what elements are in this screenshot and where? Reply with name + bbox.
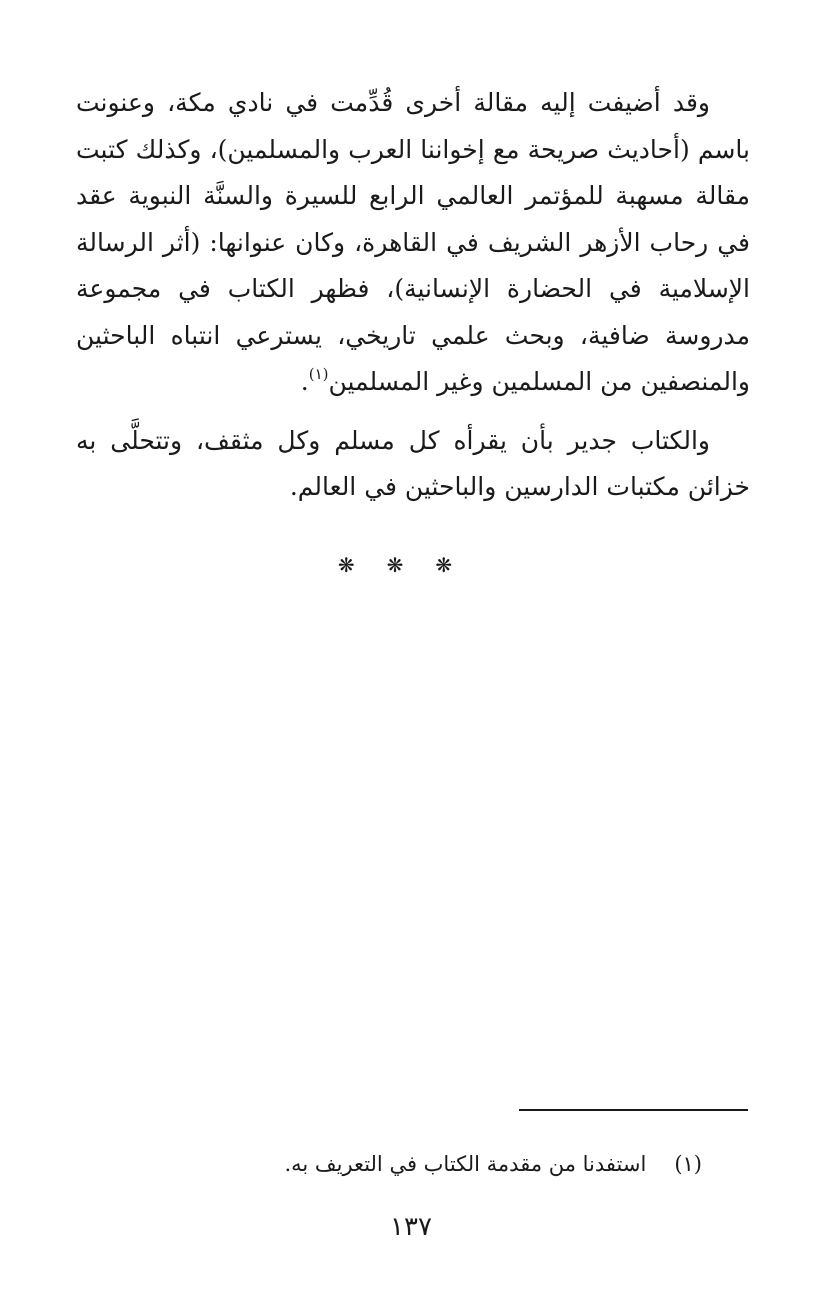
footnote-text: استفدنا من مقدمة الكتاب في التعريف به. bbox=[284, 1152, 647, 1176]
asterism-icon: ❋ bbox=[337, 553, 387, 577]
asterism-icon: ❋ bbox=[435, 553, 485, 577]
paragraph-1-end: . bbox=[300, 367, 309, 396]
paragraph-2-text: والكتاب جدير بأن يقرأه كل مسلم وكل مثقف، وتتحلَّى به خزائن مكتبات الدارسين والباحثين في العالم. bbox=[76, 425, 750, 501]
paragraph-1-text: وقد أضيفت إليه مقالة أخرى قُدِّمت في نادي مكة، وعنونت باسم (أحاديث صريحة مع إخواننا العرب والمسلمين)، وكذلك كتبت مقالة مسهبة للمؤتمر العالمي الرابع للسيرة والسنَّة النبوية عقد في رحاب الأزهر الشريف في القاهرة، وكان عنوانها: (أثر الرسالة الإسلامية في الحضارة الإنسانية)، فظهر الكتاب في مجموعة مدروسة ضافية، وبحث علمي تاريخي، يسترعي انتباه الباحثين والمنصفين من المسلمين وغير المسلمين bbox=[76, 88, 750, 396]
section-separator bbox=[0, 553, 822, 577]
paragraph-1 bbox=[76, 80, 750, 406]
paragraph-2 bbox=[76, 418, 750, 511]
page-number: ١٣٧ bbox=[390, 1212, 432, 1242]
body-text bbox=[76, 80, 750, 511]
footnote-marker: (١) bbox=[674, 1152, 702, 1176]
footnote bbox=[284, 1149, 702, 1179]
footnote-reference[interactable]: (١) bbox=[308, 365, 329, 383]
footnote-divider bbox=[519, 1109, 748, 1111]
asterism-icon: ❋ bbox=[386, 553, 436, 577]
